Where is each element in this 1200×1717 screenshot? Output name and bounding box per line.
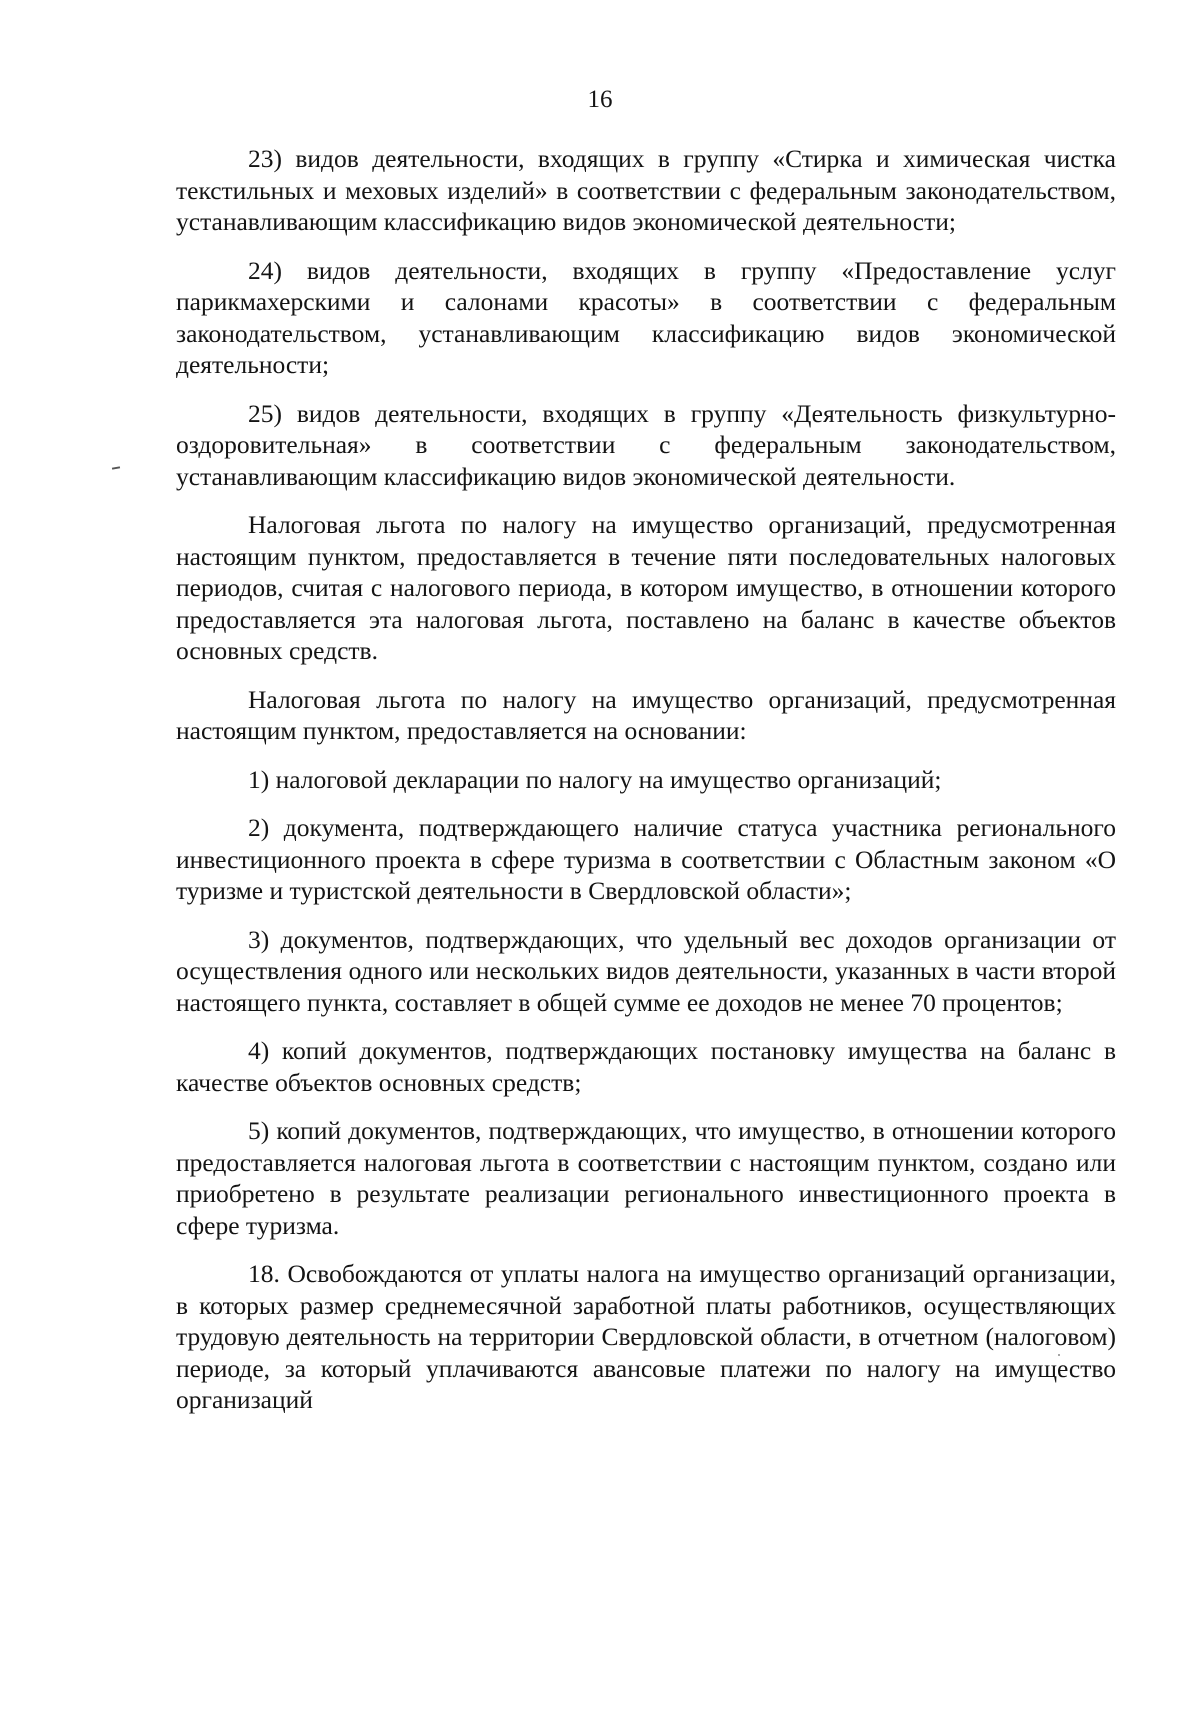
paragraph-item-24: 24) видов деятельности, входящих в группу «Предоставление услуг парикмахерскими и салонами красоты» в соответствии с федеральным законодательством, устанавливающим классификацию видов экономической деятельности; (176, 255, 1116, 379)
paragraph-basis-1: 1) налоговой декларации по налогу на имущество организаций; (248, 764, 942, 794)
paragraph-basis-2: 2) документа, подтверждающего наличие статуса участника регионального инвестиционного проекта в сфере туризма в соответствии с Областным законом «О туризме и туристской деятельности в Свердловской области»; (176, 813, 1116, 905)
document-body (176, 143, 1116, 1416)
scan-artifact-mark (112, 466, 120, 469)
paragraph-benefit-period: Налоговая льгота по налогу на имущество организаций, предусмотренная настоящим пунктом, предоставляется в течение пяти последовательных налоговых периодов, считая с налогового периода, в котором имущество, в отношении которого предоставляется эта налоговая льгота, поставлено на баланс в качестве объектов основных средств. (176, 510, 1116, 665)
paragraph-basis-5: 5) копий документов, подтверждающих, что имущество, в отношении которого предоставляется налоговая льгота в соответствии с настоящим пунктом, создано или приобретено в результате реализации регионального инвестиционного проекта в сфере туризма. (176, 1116, 1116, 1240)
paragraph-basis-4: 4) копий документов, подтверждающих постановку имущества на баланс в качестве объектов основных средств; (176, 1036, 1116, 1097)
paragraph-item-25: 25) видов деятельности, входящих в группу «Деятельность физкультурно-оздоровительная» в соответствии с федеральным законодательством, устанавливающим классификацию видов экономической деятельности. (176, 398, 1116, 491)
paragraph-benefit-basis: Налоговая льгота по налогу на имущество организаций, предусмотренная настоящим пунктом, предоставляется на основании: (176, 684, 1116, 745)
paragraph-item-23: 23) видов деятельности, входящих в группу «Стирка и химическая чистка текстильных и меховых изделий» в соответствии с федеральным законодательством, устанавливающим классификацию видов экономической деятельности; (176, 144, 1116, 236)
paragraph-point-18: 18. Освобождаются от уплаты налога на имущество организаций организации, в которых размер среднемесячной заработной платы работников, осуществляющих трудовую деятельность на территории Свердловской области, в отчетном (налоговом) периоде, за который уплачиваются авансовые платежи по налогу на имущество организаций (176, 1259, 1116, 1414)
page-number: 16 (587, 86, 613, 113)
paragraph-basis-3: 3) документов, подтверждающих, что удельный вес доходов организации от осуществления одного или нескольких видов деятельности, указанных в части второй настоящего пункта, составляет в общей сумме ее доходов не менее 70 процентов; (176, 924, 1116, 1017)
